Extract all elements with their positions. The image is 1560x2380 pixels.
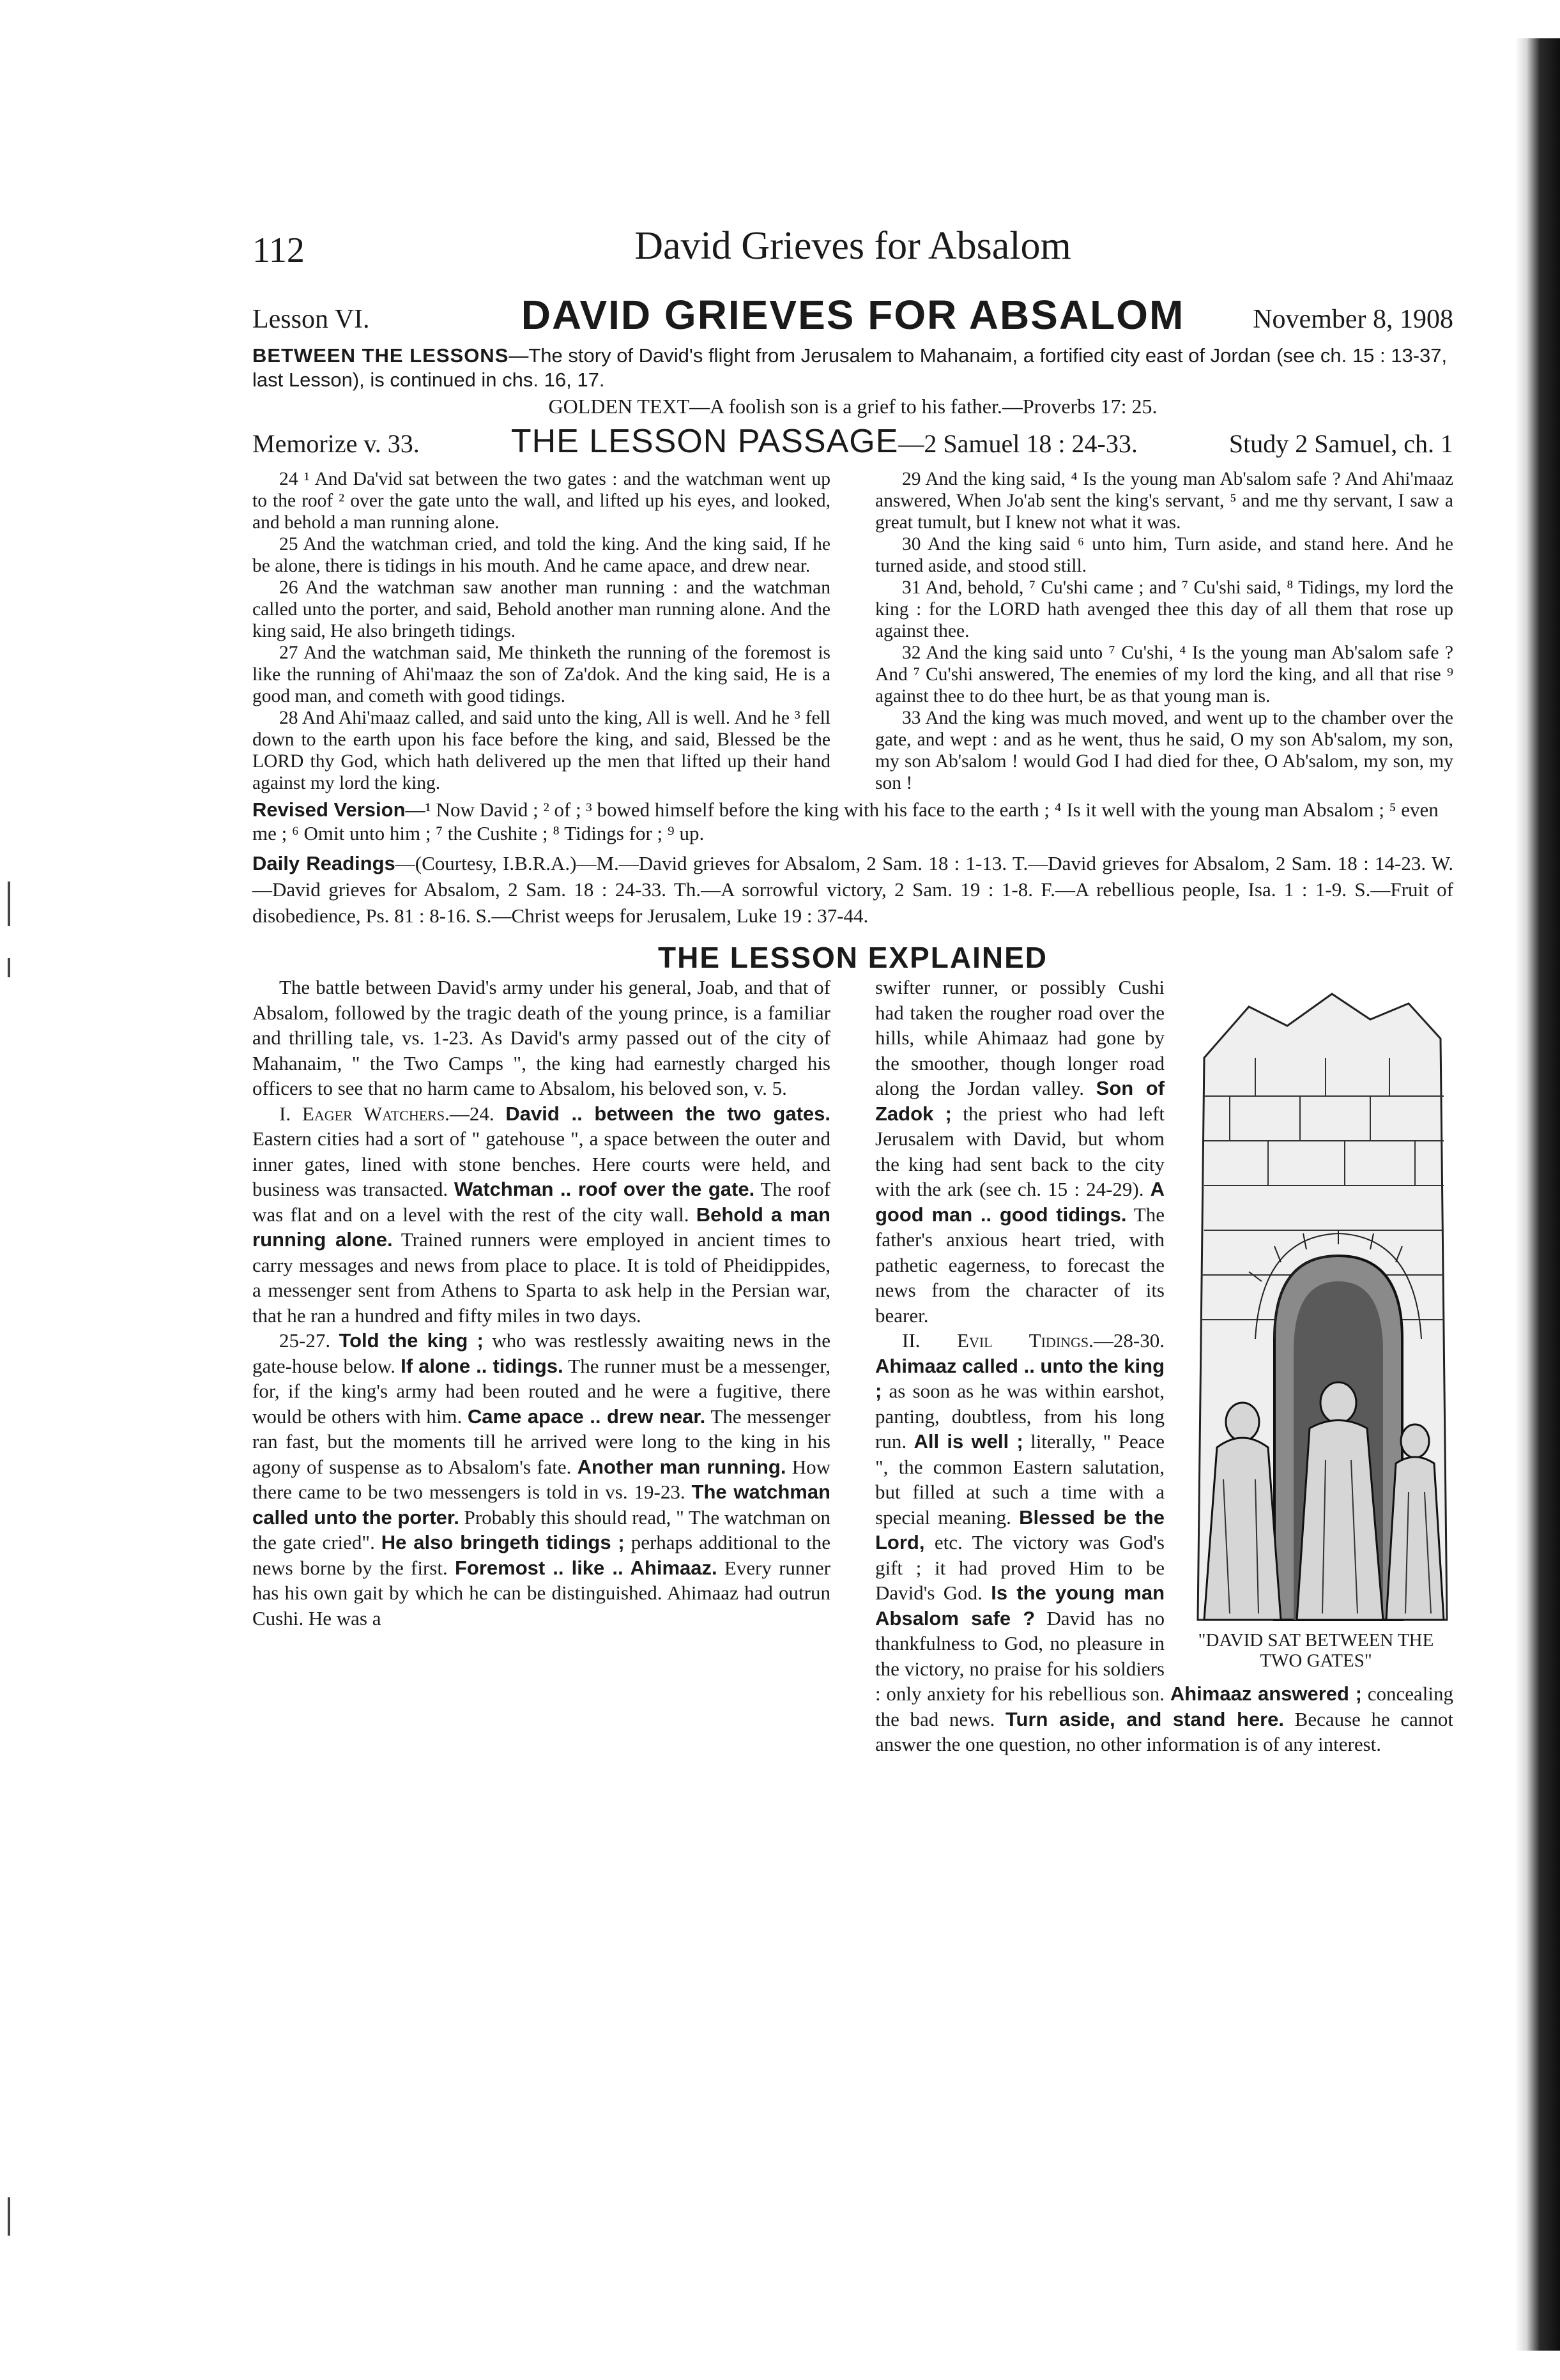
scan-margin-mark <box>8 881 10 926</box>
passage-reference: —2 Samuel 18 : 24-33. <box>898 429 1138 458</box>
lesson-number: Lesson VI. <box>252 305 370 334</box>
intro-paragraph: The battle between David's army under his general, Joab, and that of Absalom, followed by the tragic death of the young prince, is a familiar and thrilling tale, vs. 1-23. As David's army passed out of the city of Mahanaim, " the Two Camps ", the king had earnestly charged his officers to see that no harm came to Absalom, his beloved son, v. 5. <box>252 976 830 1099</box>
between-the-lessons <box>252 344 1453 392</box>
section-evil-tidings: II. Evil Tidings.—28-30. Ahimaaz called .. unto the king ; as soon as he was within earshot, panting, doubtless, from his long run. All is well ; literally, " Peace ", the common Eastern salutation, but filled at such a time with a special meaning. Blessed be the Lord, etc. The victory was God's gift ; it had proved Him to be David's God. Is the young man Absalom safe ? David has no thankfulness to God, no pleasure in the victory, no praise for his soldiers : only anxiety for his rebellious son. Ahimaaz answered ; concealing the bad news. Turn aside, and stand here. Because he cannot answer the one question, no other information is of any interest. <box>875 1329 1453 1755</box>
verse: 30 And the king said ⁶ unto him, Turn aside, and stand here. And he turned aside, and stood still. <box>875 534 1453 576</box>
verse: 31 And, behold, ⁷ Cu'shi came ; and ⁷ Cu'shi said, ⁸ Tidings, my lord the king : for the LORD hath avenged thee this day of all them that rose up against thee. <box>875 577 1453 641</box>
scan-margin-mark <box>8 2197 10 2236</box>
lesson-heading <box>252 291 1453 342</box>
study-note: Study 2 Samuel, ch. 1 <box>1228 429 1453 458</box>
section-heading: I. Eager Watchers. <box>279 1102 450 1125</box>
lesson-title: DAVID GRIEVES FOR ABSALOM <box>521 292 1185 338</box>
verse: 26 And the watchman saw another man running : and the watchman called unto the porter, and said, Behold another man running alone. And the king said, He also bringeth tidings. <box>252 577 830 641</box>
lesson-date: November 8, 1908 <box>1253 305 1453 334</box>
revised-version-text: —¹ Now David ; ² of ; ³ bowed himself before the king with his face to the earth ; ⁴ Is it well with the young man Absalom ; ⁵ even me ; ⁶ Omit unto him ; ⁷ the Cushite ; ⁸ Tidings for ; ⁹ up. <box>252 798 1439 844</box>
verse: 33 And the king was much moved, and went up to the chamber over the gate, and wept : and as he went, thus he said, O my son Ab'salom, my son, my son Ab'salom ! would God I had died for thee, O Ab'salom, my son, my son ! <box>875 708 1453 793</box>
paragraph-continued: swifter runner, or possibly Cushi had taken the rougher road over the hills, while Ahimaaz had gone by the smoother, though longer road along the Jordan valley. Son of Zadok ; the priest who had left Jerusalem with David, but whom the king had sent back to the city with the ark (see ch. 15 : 24-29). A good man .. good tidings. The father's anxious heart tried, with pathetic eagerness, to forecast the news from the character of its bearer. <box>875 976 1165 1327</box>
verse: 27 And the watchman said, Me thinketh the running of the foremost is like the running of Ahi'maaz the son of Za'dok. And the king said, He is a good man, and cometh with good tidings. <box>252 643 830 706</box>
explained-column-right <box>875 975 1453 1757</box>
running-title: David Grieves for Absalom <box>634 224 1071 268</box>
paragraph-verses-25-27: 25-27. Told the king ; who was restlessly awaiting news in the gate-house below. If alone .. tidings. The runner must be a messenger, for, if the king's army had been routed and he were a fugitive, there would be others with him. Came apace .. drew near. The messenger ran fast, but the moments till he arrived were long to the king in his agony of suspense as to Absalom's fate. Another man running. How there came to be two messengers is told in vs. 19-23. The watchman called unto the porter. Probably this should read, " The watchman on the gate cried". He also bringeth tidings ; perhaps additional to the news borne by the first. Foremost .. like .. Ahimaaz. Every runner has his own gait by which he can be distinguished. Ahimaaz had outrun Cushi. He was a <box>252 1329 831 1629</box>
daily-readings <box>252 850 1453 929</box>
verse: 28 And Ahi'maaz called, and said unto the king, All is well. And he ³ fell down to the earth upon his face before the king, and said, Blessed be the LORD thy God, which hath delivered up the men that lifted up their hand against my lord the king. <box>252 708 830 793</box>
between-label: BETWEEN THE LESSONS <box>252 344 509 367</box>
explained-column-left <box>252 975 830 1757</box>
scan-binding-edge <box>1515 38 1560 2351</box>
lesson-explained-title: THE LESSON EXPLAINED <box>658 941 1048 974</box>
verse: 25 And the watchman cried, and told the king. And the king said, If he be alone, there is tidings in his mouth. And he came apace, and drew near. <box>252 534 830 576</box>
revised-version-label: Revised Version <box>252 798 406 821</box>
page <box>252 224 1453 1757</box>
revised-version <box>252 798 1453 845</box>
gate-illustration <box>1179 981 1453 1626</box>
verse: 32 And the king said unto ⁷ Cu'shi, ⁴ Is the young man Ab'salom safe ? And ⁷ Cu'shi answered, The enemies of my lord the king, and all that rise ⁹ against thee to do thee hurt, be as that young man is. <box>875 643 1453 706</box>
daily-readings-label: Daily Readings <box>252 852 395 874</box>
memorize-note: Memorize v. 33. <box>252 429 420 458</box>
section-eager-watchers: I. Eager Watchers.—24. David .. between the two gates. Eastern cities had a sort of " gatehouse ", a space between the outer and inner gates, lined with stone benches. Here courts were held, and business was transacted. Watchman .. roof over the gate. The roof was flat and on a level with the rest of the city wall. Behold a man running alone. Trained runners were employed in ancient times to carry messages and news from place to place. It is told of Pheidippides, a messenger sent from Athens to Sparta to ask help in the Persian war, that he ran a hundred and fifty miles in two days. <box>252 1102 830 1327</box>
lesson-passage <box>252 468 1453 794</box>
passage-title: THE LESSON PASSAGE <box>510 423 899 460</box>
verse: 24 ¹ And Da'vid sat between the two gates : and the watchman went up to the roof ² over the gate unto the wall, and lifted up his eyes, and looked, and behold a man running alone. <box>252 469 830 533</box>
section-heading: II. Evil Tidings <box>902 1329 1089 1352</box>
illustration <box>1179 981 1453 1671</box>
lesson-explained <box>252 975 1453 1757</box>
golden-text: GOLDEN TEXT—A foolish son is a grief to his father.—Proverbs 17: 25. <box>548 395 1158 418</box>
between-text: —The story of David's flight from Jerusalem to Mahanaim, a fortified city east of Jordan (see ch. 15 : 13-37, last Lesson), is continued in chs. 16, 17. <box>252 344 1448 391</box>
verse: 29 And the king said, ⁴ Is the young man Ab'salom safe ? And Ahi'maaz answered, When Jo'ab sent the king's servant, ⁵ and me thy servant, I saw a great tumult, but I knew not what it was. <box>875 469 1453 533</box>
passage-heading <box>252 422 1453 461</box>
passage-column-right <box>875 468 1453 794</box>
daily-readings-text: —(Courtesy, I.B.R.A.)—M.—David grieves for Absalom, 2 Sam. 18 : 1-13. T.—David grieves for Absalom, 2 Sam. 18 : 14-23. W.—David grieves for Absalom, 2 Sam. 18 : 24-33. Th.—A sorrowful victory, 2 Sam. 19 : 1-8. F.—A rebellious people, Isa. 1 : 1-9. S.—Fruit of disobedience, Ps. 81 : 8-16. S.—Christ weeps for Jerusalem, Luke 19 : 37-44. <box>252 852 1453 927</box>
passage-column-left <box>252 468 830 794</box>
illustration-caption: "DAVID SAT BETWEEN THE TWO GATES" <box>1198 1630 1434 1671</box>
running-head <box>252 224 1453 275</box>
scan-margin-mark <box>8 958 10 977</box>
page-number: 112 <box>252 231 305 270</box>
